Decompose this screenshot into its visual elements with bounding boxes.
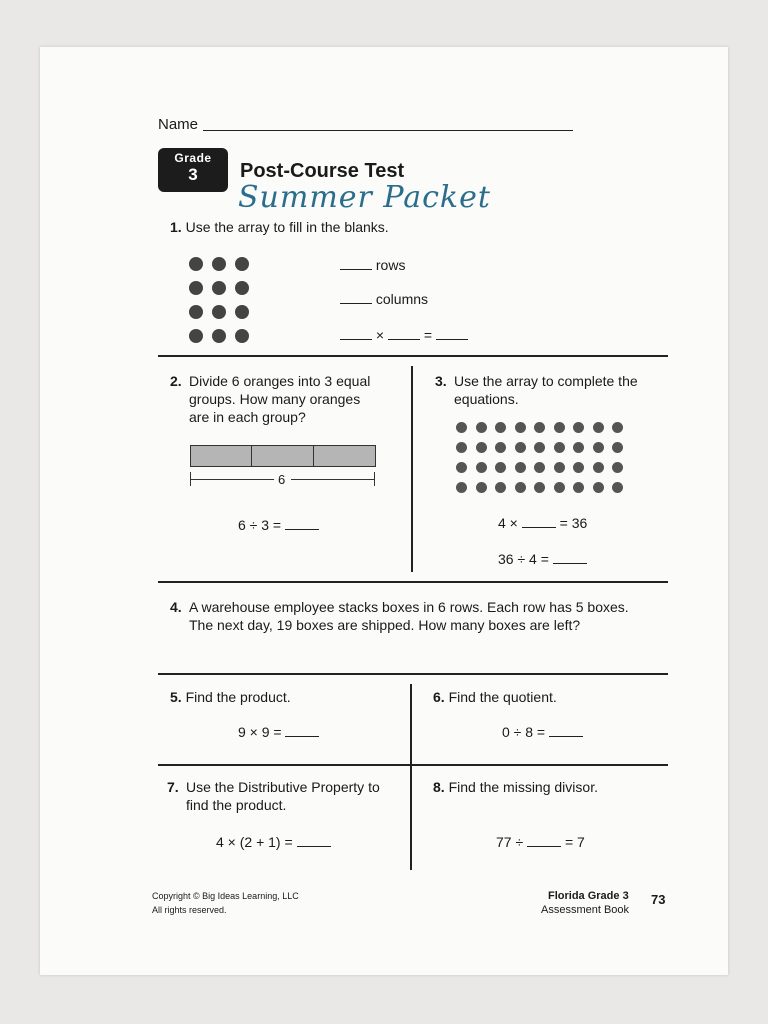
- q1-array-dot: [212, 305, 226, 319]
- q5-prompt-row: [170, 688, 291, 706]
- q3-eq1-right: = 36: [559, 515, 588, 531]
- q2-prompt-line-2: groups. How many oranges: [189, 391, 361, 407]
- q3-array-dot: [495, 462, 506, 473]
- q3-array-dot: [515, 482, 526, 493]
- q3-array-dot: [476, 462, 487, 473]
- q1-product-blank[interactable]: [436, 327, 468, 340]
- q1-equals: =: [423, 327, 433, 343]
- q5-prompt: Find the product.: [185, 689, 291, 705]
- page-number: 73: [651, 892, 666, 907]
- q8-prompt-row: [433, 778, 598, 796]
- q3-array-dot: [612, 442, 623, 453]
- q7-prompt-line-1: Use the Distributive Property to: [186, 779, 380, 795]
- q3-array-dot: [573, 442, 584, 453]
- q1-array-dot: [189, 257, 203, 271]
- footer-copyright-line: Copyright © Big Ideas Learning, LLC: [152, 891, 299, 901]
- q1-factor2-blank[interactable]: [388, 327, 420, 340]
- q3-array-dot: [612, 462, 623, 473]
- q3-array-dot: [476, 442, 487, 453]
- q3-eq1-blank[interactable]: [522, 515, 556, 528]
- q3-array-dot: [515, 422, 526, 433]
- q3-array-dot: [593, 442, 604, 453]
- q3-array-dot: [456, 422, 467, 433]
- q3-eq2-blank[interactable]: [553, 551, 587, 564]
- q1-array-dot: [189, 329, 203, 343]
- name-label: Name: [158, 116, 199, 133]
- divider-2: [158, 581, 668, 583]
- q2-prompt-line-3: are in each group?: [189, 409, 306, 425]
- q1-array-dot: [189, 281, 203, 295]
- q6-prompt-row: [433, 688, 557, 706]
- footer-rights-line: All rights reserved.: [152, 905, 227, 915]
- q8-prompt: Find the missing divisor.: [448, 779, 598, 795]
- q1-rows-label: rows: [375, 257, 406, 273]
- divider-q2-q3: [411, 366, 413, 572]
- q3-array-dot: [554, 422, 565, 433]
- q6-answer-blank[interactable]: [549, 724, 583, 737]
- q6-equation: 0 ÷ 8 =: [502, 724, 546, 740]
- q6-number: 6.: [433, 689, 445, 705]
- q3-array-dot: [573, 422, 584, 433]
- q3-array-dot: [456, 442, 467, 453]
- divider-q5-q6: [410, 684, 412, 870]
- q2-bar-divider-2: [313, 446, 314, 466]
- q1-factor1-blank[interactable]: [340, 327, 372, 340]
- q7-equation: 4 × (2 + 1) =: [216, 834, 293, 850]
- q3-array-dot: [534, 462, 545, 473]
- page-title: Post-Course Test: [240, 160, 405, 182]
- q2-bracket-line-right: [291, 479, 375, 480]
- q1-times: ×: [375, 327, 385, 343]
- q1-array-dot: [212, 329, 226, 343]
- q5-answer-blank[interactable]: [285, 724, 319, 737]
- q3-array-dot: [554, 442, 565, 453]
- q1-number: 1.: [170, 219, 182, 235]
- q1-array-dot: [235, 305, 249, 319]
- q3-array-dot: [612, 482, 623, 493]
- q3-array-dot: [573, 462, 584, 473]
- q3-eq2-row: [498, 550, 587, 568]
- q2-bar-divider-1: [251, 446, 252, 466]
- footer-book-line-2: Assessment Book: [541, 904, 630, 916]
- q3-array-dot: [456, 462, 467, 473]
- q1-array-dot: [189, 305, 203, 319]
- q3-array-dot: [573, 482, 584, 493]
- q3-array-dot: [554, 482, 565, 493]
- q1-equation-row: [340, 326, 468, 344]
- q3-eq2: 36 ÷ 4 =: [498, 551, 549, 567]
- q3-array-dot: [612, 422, 623, 433]
- q1-array-dot: [212, 281, 226, 295]
- q3-array-dot: [593, 482, 604, 493]
- q3-array-dot: [476, 482, 487, 493]
- q8-eq-right: = 7: [564, 834, 585, 850]
- q3-array-dot: [593, 462, 604, 473]
- handwritten-note: Summer Packet: [238, 180, 491, 215]
- divider-1: [158, 355, 668, 357]
- q1-columns-blank[interactable]: [340, 291, 372, 304]
- q5-number: 5.: [170, 689, 182, 705]
- q5-equation-row: [238, 723, 319, 741]
- q1-prompt-row: [170, 218, 389, 236]
- q1-array-dot: [235, 281, 249, 295]
- q2-answer-blank[interactable]: [285, 517, 319, 530]
- q8-number: 8.: [433, 779, 445, 795]
- q1-array-dot: [212, 257, 226, 271]
- divider-4: [158, 764, 668, 766]
- q3-array-dot: [534, 442, 545, 453]
- q6-prompt: Find the quotient.: [448, 689, 557, 705]
- q3-array-dot: [534, 482, 545, 493]
- q4-number: 4.: [170, 599, 182, 615]
- q3-prompt-line-1: Use the array to complete the: [454, 373, 638, 389]
- divider-3: [158, 673, 668, 675]
- q6-equation-row: [502, 723, 583, 741]
- q7-equation-row: [216, 833, 331, 851]
- q1-rows-blank[interactable]: [340, 257, 372, 270]
- q2-bar-total-label: 6: [278, 472, 286, 487]
- q2-bracket-line-left: [190, 479, 274, 480]
- q2-prompt-line-1: Divide 6 oranges into 3 equal: [189, 373, 371, 389]
- q3-array-dot: [515, 462, 526, 473]
- q1-array-dot: [235, 329, 249, 343]
- q3-number: 3.: [435, 373, 447, 389]
- q3-array-dot: [495, 442, 506, 453]
- q3-array-dot: [495, 422, 506, 433]
- q1-array-dot: [235, 257, 249, 271]
- q3-array-dot: [456, 482, 467, 493]
- q2-equation-row: [238, 516, 319, 534]
- q3-eq1-left: 4 ×: [498, 515, 518, 531]
- q8-equation-row: [496, 833, 585, 851]
- q1-columns-label: columns: [375, 291, 429, 307]
- q3-array-dot: [593, 422, 604, 433]
- q1-rows-blank-row: [340, 256, 405, 274]
- q8-eq-left: 77 ÷: [496, 834, 524, 850]
- q5-equation: 9 × 9 =: [238, 724, 282, 740]
- q4-prompt-line-1: A warehouse employee stacks boxes in 6 rows. Each row has 5 boxes.: [189, 599, 629, 615]
- q2-number: 2.: [170, 373, 182, 389]
- q2-equation: 6 ÷ 3 =: [238, 517, 282, 533]
- q3-array-dot: [495, 482, 506, 493]
- q3-prompt-line-2: equations.: [454, 391, 519, 407]
- q1-prompt: Use the array to fill in the blanks.: [185, 219, 389, 235]
- grade-badge-label: Grade: [174, 151, 212, 165]
- footer-book-line-1: Florida Grade 3: [548, 890, 629, 902]
- q3-array-dot: [476, 422, 487, 433]
- grade-badge-number: 3: [188, 165, 198, 184]
- q1-columns-blank-row: [340, 290, 428, 308]
- q3-array-dot: [515, 442, 526, 453]
- q4-prompt-line-2: The next day, 19 boxes are shipped. How many boxes are left?: [189, 617, 581, 633]
- q3-array-dot: [554, 462, 565, 473]
- q7-number: 7.: [167, 779, 179, 795]
- q3-array-dot: [534, 422, 545, 433]
- grade-badge: [158, 148, 228, 192]
- q8-answer-blank[interactable]: [527, 834, 561, 847]
- q3-eq1-row: [498, 514, 587, 532]
- q7-prompt-line-2: find the product.: [186, 797, 287, 813]
- name-line[interactable]: [203, 130, 573, 131]
- q7-answer-blank[interactable]: [297, 834, 331, 847]
- q2-bar-model: [190, 445, 376, 467]
